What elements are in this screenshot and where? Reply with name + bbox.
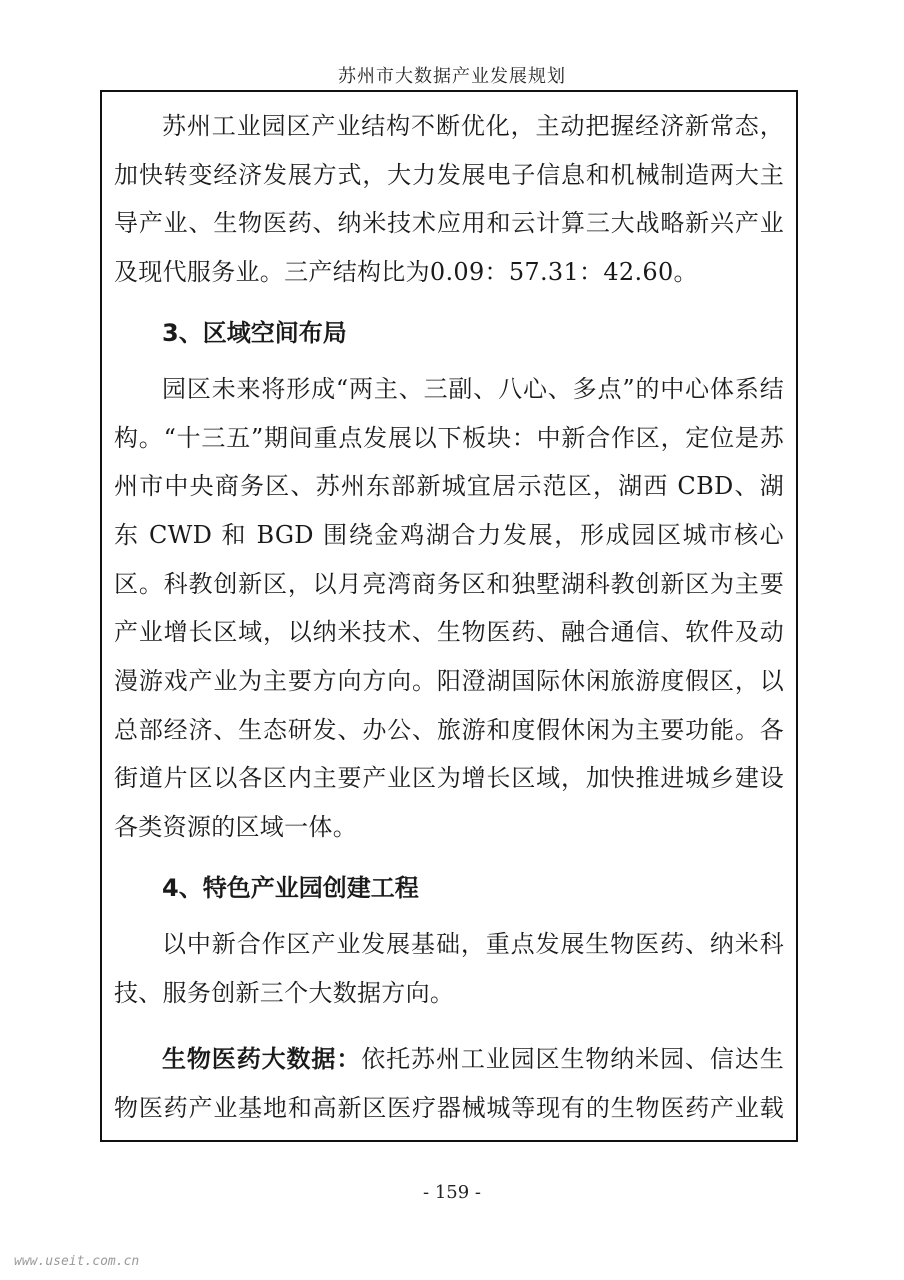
paragraph-spatial-layout: 园区未来将形成“两主、三副、八心、多点”的中心体系结构。“十三五”期间重点发展以下板块：中新合作区，定位是苏州市中央商务区、苏州东部新城宜居示范区，湖西 CBD、湖东 CWD 和 BGD 围绕金鸡湖合力发展，形成园区城市核心区。科教创新区，以月亮湾商务区和独墅湖科教创新区为主要产业增长区域，以纳米技术、生物医药、融合通信、软件及动漫游戏产业为主要方向方向。阳澄湖国际休闲旅游度假区，以总部经济、生态研发、办公、旅游和度假休闲为主要功能。各街道片区以各区内主要产业区为增长区域，加快推进城乡建设各类资源的区域一体。 [114,374,784,842]
watermark: www.useit.com.cn [14,1254,140,1269]
paragraph-lead-term: 生物医药大数据： [162,1045,362,1074]
paragraph-biomedicine-text: 依托苏州工业园区生物纳米园、信达生物医药产业基地和高新区医疗器械城等现有的生物医药产业载 [114,1045,784,1122]
paragraph-industry-structure: 苏州工业园区产业结构不断优化，主动把握经济新常态，加快转变经济发展方式，大力发展电子信息和机械制造两大主导产业、生物医药、纳米技术应用和云计算三大战略新兴产业及现代服务业。三产结构比为0.09：57.31：42.60。 [114,112,784,287]
paragraph-biomedicine-bigdata [114,1035,784,1142]
page-number: - 159 - [423,1182,481,1203]
running-header: 苏州市大数据产业发展规划 [338,66,566,87]
content-frame [100,92,798,1142]
section-heading-industrial-parks: 4、特色产业园创建工程 [162,873,419,902]
section-heading-spatial-layout: 3、区域空间布局 [162,318,347,347]
paragraph-park-directions: 以中新合作区产业发展基础，重点发展生物医药、纳米科技、服务创新三个大数据方向。 [114,929,784,1007]
